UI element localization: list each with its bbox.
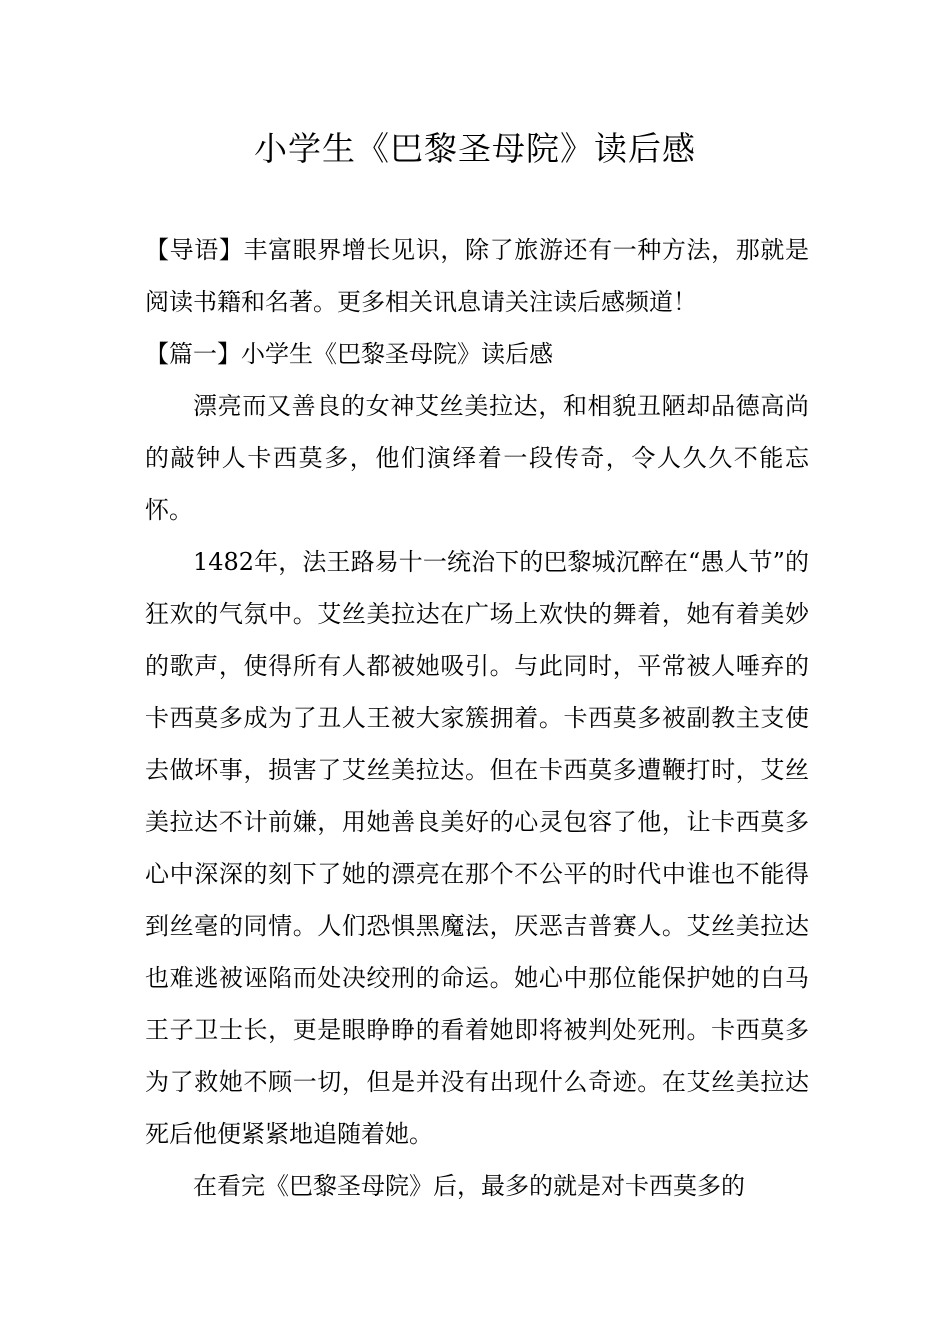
intro-paragraph: 【导语】丰富眼界增长见识，除了旅游还有一种方法，那就是阅读书籍和名著。更多相关讯息请关注读后感频道！ <box>145 236 809 316</box>
body-paragraph: 在看完《巴黎圣母院》后，最多的就是对卡西莫多的 <box>193 1172 745 1200</box>
body-paragraph: 1482年，法王路易十一统治下的巴黎城沉醉在“愚人节”的狂欢的气氛中。艾丝美拉达在广场上欢快的舞着，她有着美妙的歌声，使得所有人都被她吸引。与此同时，平常被人唾弃的卡西莫多成为了丑人王被大家簇拥着。卡西莫多被副教主支使去做坏事，损害了艾丝美拉达。但在卡西莫多遭鞭打时，艾丝美拉达不计前嫌，用她善良美好的心灵包容了他，让卡西莫多心中深深的刻下了她的漂亮在那个不公平的时代中谁也不能得到丝毫的同情。人们恐惧黑魔法，厌恶吉普赛人。艾丝美拉达也难逃被诬陷而处决绞刑的命运。她心中那位能保护她的白马王子卫士长，更是眼睁睁的看着她即将被判处死刑。卡西莫多为了救她不顾一切，但是并没有出现什么奇迹。在艾丝美拉达死后他便紧紧地追随着她。 <box>145 548 809 1148</box>
document-body <box>145 224 809 1212</box>
section-heading: 【篇一】小学生《巴黎圣母院》读后感 <box>145 340 553 368</box>
document-title: 小学生《巴黎圣母院》读后感 <box>254 129 696 168</box>
body-paragraph: 漂亮而又善良的女神艾丝美拉达，和相貌丑陋却品德高尚的敲钟人卡西莫多，他们演绎着一段传奇，令人久久不能忘怀。 <box>145 392 809 524</box>
